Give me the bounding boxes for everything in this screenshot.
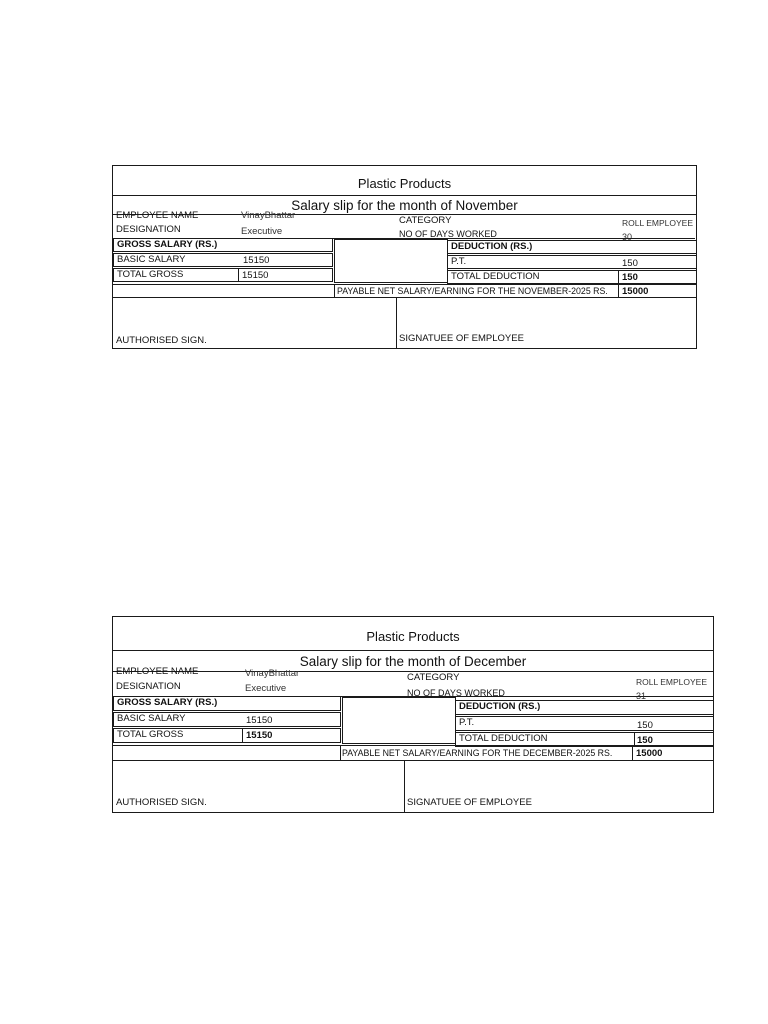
divider	[618, 285, 619, 298]
payable-value: 15000	[636, 748, 663, 759]
payable-label: PAYABLE NET SALARY/EARNING FOR THE DECEMBER-2025 RS.	[342, 748, 613, 758]
designation-label: DESIGNATION	[116, 681, 181, 692]
pt-cell	[455, 716, 714, 731]
category-label: CATEGORY	[399, 215, 452, 226]
employee-name-value: VinayBhattar	[245, 668, 300, 679]
divider	[334, 285, 335, 298]
divider	[404, 761, 405, 812]
basic-salary-label: BASIC SALARY	[117, 254, 186, 265]
deduction-label: DEDUCTION (RS.)	[451, 241, 533, 252]
total-deduction-value: 150	[622, 272, 638, 283]
divider	[396, 298, 397, 348]
gross-salary-label: GROSS SALARY (RS.)	[117, 239, 218, 250]
gross-header-cell	[113, 696, 341, 711]
basic-salary-value: 15150	[246, 715, 273, 726]
blank-cell	[334, 239, 448, 283]
authorised-sign-label: AUTHORISED SIGN.	[116, 335, 207, 346]
total-deduction-label: TOTAL DEDUCTION	[451, 271, 540, 282]
gross-header-cell	[113, 238, 333, 252]
days-worked-label: NO OF DAYS WORKED	[399, 229, 497, 239]
pt-value: 150	[622, 258, 638, 269]
deduction-header-cell	[447, 240, 697, 254]
company-row	[113, 166, 696, 196]
total-gross-cell	[113, 728, 341, 743]
employee-name-value: VinayBhattar	[241, 210, 296, 221]
designation-value: Executive	[245, 683, 287, 694]
designation-label: DESIGNATION	[116, 224, 181, 235]
deduction-label: DEDUCTION (RS.)	[459, 701, 541, 712]
pt-label: P.T.	[451, 256, 467, 267]
employee-sign-label: SIGNATUEE OF EMPLOYEE	[407, 797, 532, 808]
total-gross-value: 15150	[242, 270, 269, 281]
employee-sign-label: SIGNATUEE OF EMPLOYEE	[399, 333, 524, 344]
basic-salary-label: BASIC SALARY	[117, 713, 186, 724]
salary-slip-november	[112, 165, 697, 349]
total-gross-cell	[113, 268, 333, 282]
pt-cell	[447, 255, 697, 269]
category-value: ROLL EMPLOYEE	[636, 677, 708, 687]
designation-value: Executive	[241, 226, 283, 237]
gross-salary-label: GROSS SALARY (RS.)	[117, 697, 218, 708]
divider	[238, 269, 239, 282]
divider	[618, 271, 619, 284]
slip-title: Salary slip for the month of December	[299, 654, 527, 669]
payable-row	[113, 284, 697, 298]
payable-row	[113, 745, 714, 761]
divider	[632, 746, 633, 761]
divider	[242, 729, 243, 743]
basic-salary-value: 15150	[243, 255, 270, 266]
payable-value: 15000	[622, 286, 649, 297]
slip-title-row	[113, 196, 696, 215]
employee-name-label: EMPLOYEE NAME	[116, 666, 199, 677]
blank-cell	[342, 697, 456, 744]
pt-value: 150	[637, 720, 653, 731]
total-deduction-label: TOTAL DEDUCTION	[459, 733, 548, 744]
company-name: Plastic Products	[366, 629, 460, 644]
payable-label: PAYABLE NET SALARY/EARNING FOR THE NOVEMBER-2025 RS.	[337, 286, 608, 296]
days-worked-value: 31	[636, 691, 647, 701]
days-worked-value: 30	[622, 232, 633, 242]
days-worked-label: NO OF DAYS WORKED	[407, 688, 505, 698]
category-label: CATEGORY	[407, 672, 460, 683]
divider	[340, 746, 341, 761]
slip-title: Salary slip for the month of November	[291, 198, 518, 213]
basic-salary-cell	[113, 712, 341, 727]
company-name: Plastic Products	[357, 176, 452, 191]
authorised-sign-label: AUTHORISED SIGN.	[116, 797, 207, 808]
total-gross-label: TOTAL GROSS	[117, 269, 184, 280]
employee-name-label: EMPLOYEE NAME	[116, 210, 199, 221]
total-deduction-cell	[447, 270, 697, 284]
deduction-header-cell	[455, 700, 714, 715]
total-gross-value: 15150	[246, 730, 273, 741]
slip-title-row	[113, 651, 713, 672]
basic-salary-cell	[113, 253, 333, 267]
company-row	[113, 617, 713, 651]
total-gross-label: TOTAL GROSS	[117, 729, 184, 740]
category-value: ROLL EMPLOYEE	[622, 218, 694, 228]
total-deduction-value: 150	[637, 735, 653, 746]
pt-label: P.T.	[459, 717, 475, 728]
salary-slip-december	[112, 616, 714, 813]
